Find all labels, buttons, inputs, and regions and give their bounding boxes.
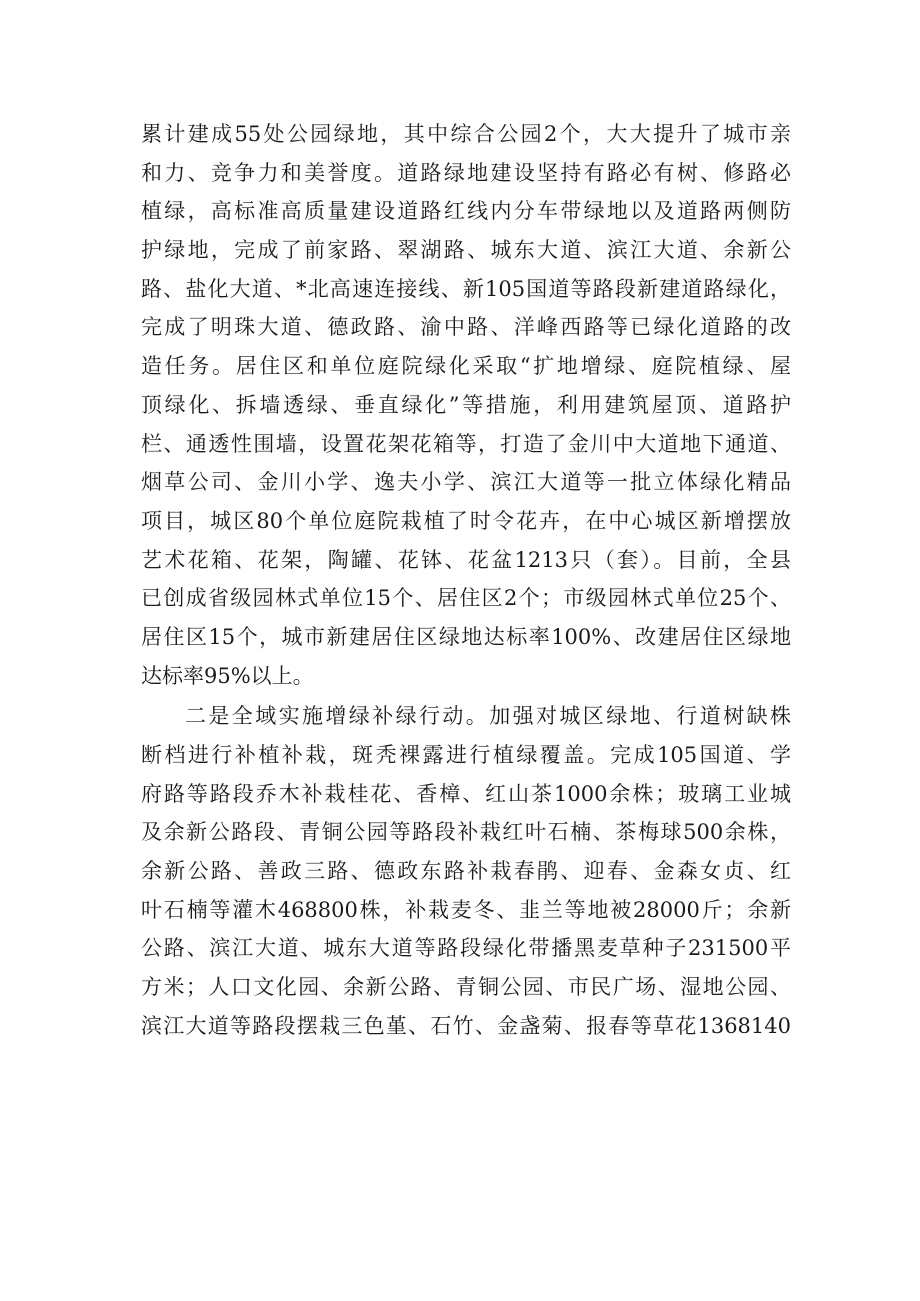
text-line: 公路、滨江大道、城东大道等路段绿化带播黑麦草种子231500平: [141, 936, 791, 961]
text-line: 植绿，高标准高质量建设道路红线内分车带绿地以及道路两侧防: [141, 199, 791, 224]
text-line: 断档进行补植补栽，斑秃裸露进行植绿覆盖。完成105国道、学: [141, 743, 791, 767]
text-line: 护绿地，完成了前家路、翠湖路、城东大道、滨江大道、余新公: [141, 238, 791, 263]
text-line: 累计建成55处公园绿地，其中综合公园2个，大大提升了城市亲: [141, 122, 791, 146]
text-line: 和力、竞争力和美誉度。道路绿地建设坚持有路必有树、修路必: [141, 160, 791, 185]
text-line: 烟草公司、金川小学、逸夫小学、滨江大道等一批立体绿化精品: [141, 470, 791, 495]
text-line: 达标率95%以上。: [141, 663, 314, 688]
text-line: 栏、通透性围墙，设置花架花箱等，打造了金川中大道地下通道、: [141, 431, 791, 456]
text-line: 已创成省级园林式单位15个、居住区2个；市级园林式单位25个、: [141, 586, 791, 611]
text-line: 二是全域实施增绿补绿行动。加强对城区绿地、行道树缺株: [185, 704, 791, 729]
text-line: 府路等路段乔木补栽桂花、香樟、红山茶1000余株；玻璃工业城: [141, 781, 791, 806]
text-line: 及余新公路段、青铜公园等路段补栽红叶石楠、茶梅球500余株，: [141, 820, 791, 845]
text-line: 项目，城区80个单位庭院栽植了时令花卉，在中心城区新增摆放: [141, 508, 791, 533]
text-line: 滨江大道等路段摆栽三色堇、石竹、金盏菊、报春等草花1368140: [141, 1013, 791, 1038]
text-line: 方米；人口文化园、余新公路、青铜公园、市民广场、湿地公园、: [141, 975, 791, 1000]
text-line: 艺术花箱、花架，陶罐、花钵、花盆1213只（套）。目前，全县: [141, 547, 791, 572]
paragraph-1: [141, 115, 791, 695]
text-line: 完成了明珠大道、德政路、渝中路、洋峰西路等已绿化道路的改: [141, 315, 791, 340]
text-line: 叶石楠等灌木468800株，补栽麦冬、韭兰等地被28000斤；余新: [141, 897, 791, 922]
text-line: 路、盐化大道、*北高速连接线、新105国道等路段新建道路绿化，: [141, 276, 791, 301]
body-text: [141, 115, 791, 1046]
text-line: 造任务。居住区和单位庭院绿化采取“扩地增绿、庭院植绿、屋: [141, 354, 791, 379]
text-line: 余新公路、善政三路、德政东路补栽春鹃、迎春、金森女贞、红: [141, 859, 791, 884]
text-line: 顶绿化、拆墙透绿、垂直绿化”等措施，利用建筑屋顶、道路护: [141, 392, 791, 417]
text-line: 居住区15个，城市新建居住区绿地达标率100%、改建居住区绿地: [141, 624, 791, 649]
paragraph-2: [141, 697, 791, 1045]
